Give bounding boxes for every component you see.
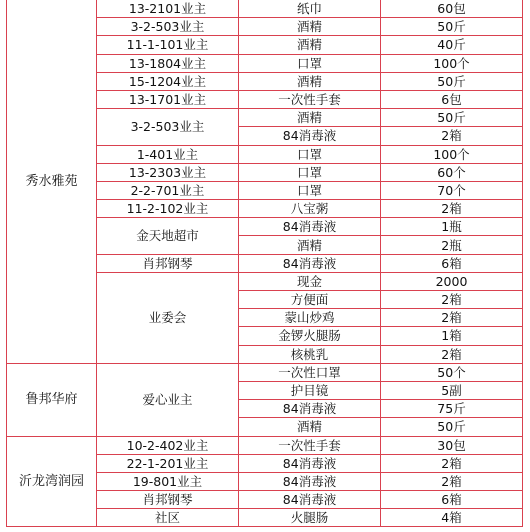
donor-name: 2-2-701业主 bbox=[97, 181, 239, 199]
donated-quantity: 100个 bbox=[381, 145, 523, 163]
donor-name: 爱心业主 bbox=[97, 363, 239, 436]
donor-name: 3-2-503业主 bbox=[97, 109, 239, 145]
donor-name: 金天地超市 bbox=[97, 218, 239, 254]
donor-name: 3-2-503业主 bbox=[97, 18, 239, 36]
donated-quantity: 2000 bbox=[381, 272, 523, 290]
donated-item: 84消毒液 bbox=[239, 454, 381, 472]
donated-quantity: 2箱 bbox=[381, 454, 523, 472]
donor-name: 13-1804业主 bbox=[97, 54, 239, 72]
donor-name: 10-2-402业主 bbox=[97, 436, 239, 454]
donated-quantity: 60包 bbox=[381, 0, 523, 18]
donated-quantity: 60个 bbox=[381, 163, 523, 181]
donated-item: 八宝粥 bbox=[239, 200, 381, 218]
donated-item: 酒精 bbox=[239, 418, 381, 436]
donated-item: 84消毒液 bbox=[239, 400, 381, 418]
donated-quantity: 2箱 bbox=[381, 472, 523, 490]
community-name: 沂龙湾润园 bbox=[7, 436, 97, 527]
donated-quantity: 1瓶 bbox=[381, 218, 523, 236]
table-row bbox=[7, 0, 523, 18]
donated-quantity: 6箱 bbox=[381, 491, 523, 509]
donated-item: 84消毒液 bbox=[239, 218, 381, 236]
donor-name: 社区 bbox=[97, 509, 239, 527]
donor-name: 13-1701业主 bbox=[97, 90, 239, 108]
donated-quantity: 50斤 bbox=[381, 72, 523, 90]
donated-item: 84消毒液 bbox=[239, 127, 381, 145]
donated-quantity: 2箱 bbox=[381, 309, 523, 327]
donated-item: 口罩 bbox=[239, 145, 381, 163]
donor-name: 13-2303业主 bbox=[97, 163, 239, 181]
donation-table bbox=[6, 0, 523, 527]
donated-quantity: 5副 bbox=[381, 381, 523, 399]
donated-quantity: 50斤 bbox=[381, 418, 523, 436]
donated-quantity: 40斤 bbox=[381, 36, 523, 54]
donated-quantity: 2箱 bbox=[381, 200, 523, 218]
donated-item: 84消毒液 bbox=[239, 254, 381, 272]
donated-quantity: 70个 bbox=[381, 181, 523, 199]
donated-quantity: 50斤 bbox=[381, 109, 523, 127]
donated-item: 84消毒液 bbox=[239, 472, 381, 490]
donated-quantity: 30包 bbox=[381, 436, 523, 454]
donated-item: 蒙山炒鸡 bbox=[239, 309, 381, 327]
donated-quantity: 50个 bbox=[381, 363, 523, 381]
donated-item: 口罩 bbox=[239, 54, 381, 72]
donor-name: 13-2101业主 bbox=[97, 0, 239, 18]
donated-item: 一次性手套 bbox=[239, 436, 381, 454]
donated-item: 现金 bbox=[239, 272, 381, 290]
donated-item: 口罩 bbox=[239, 181, 381, 199]
donated-item: 金锣火腿肠 bbox=[239, 327, 381, 345]
community-name: 秀水雅苑 bbox=[7, 0, 97, 363]
donated-item: 纸巾 bbox=[239, 0, 381, 18]
table-row bbox=[7, 363, 523, 381]
donor-name: 1-401业主 bbox=[97, 145, 239, 163]
donated-item: 酒精 bbox=[239, 18, 381, 36]
donor-name: 22-1-201业主 bbox=[97, 454, 239, 472]
donated-quantity: 4箱 bbox=[381, 509, 523, 527]
donated-item: 酒精 bbox=[239, 72, 381, 90]
donated-quantity: 2瓶 bbox=[381, 236, 523, 254]
donated-item: 一次性手套 bbox=[239, 90, 381, 108]
donated-item: 核桃乳 bbox=[239, 345, 381, 363]
donor-name: 11-2-102业主 bbox=[97, 200, 239, 218]
donated-item: 方便面 bbox=[239, 291, 381, 309]
donated-quantity: 75斤 bbox=[381, 400, 523, 418]
donated-quantity: 50斤 bbox=[381, 18, 523, 36]
donated-item: 酒精 bbox=[239, 36, 381, 54]
community-name: 鲁邦华府 bbox=[7, 363, 97, 436]
donated-quantity: 2箱 bbox=[381, 291, 523, 309]
donated-item: 护目镜 bbox=[239, 381, 381, 399]
donor-name: 11-1-101业主 bbox=[97, 36, 239, 54]
donated-item: 酒精 bbox=[239, 236, 381, 254]
table-row bbox=[7, 436, 523, 454]
donor-name: 业委会 bbox=[97, 272, 239, 363]
donated-item: 一次性口罩 bbox=[239, 363, 381, 381]
donated-quantity: 100个 bbox=[381, 54, 523, 72]
donated-item: 84消毒液 bbox=[239, 491, 381, 509]
donated-quantity: 2箱 bbox=[381, 345, 523, 363]
donor-name: 15-1204业主 bbox=[97, 72, 239, 90]
donor-name: 肖邦钢琴 bbox=[97, 254, 239, 272]
donor-name: 肖邦钢琴 bbox=[97, 491, 239, 509]
donated-item: 口罩 bbox=[239, 163, 381, 181]
donation-table-body bbox=[7, 0, 523, 527]
donor-name: 19-801业主 bbox=[97, 472, 239, 490]
donated-quantity: 6包 bbox=[381, 90, 523, 108]
donated-quantity: 1箱 bbox=[381, 327, 523, 345]
donated-quantity: 2箱 bbox=[381, 127, 523, 145]
donated-quantity: 6箱 bbox=[381, 254, 523, 272]
donated-item: 火腿肠 bbox=[239, 509, 381, 527]
donated-item: 酒精 bbox=[239, 109, 381, 127]
